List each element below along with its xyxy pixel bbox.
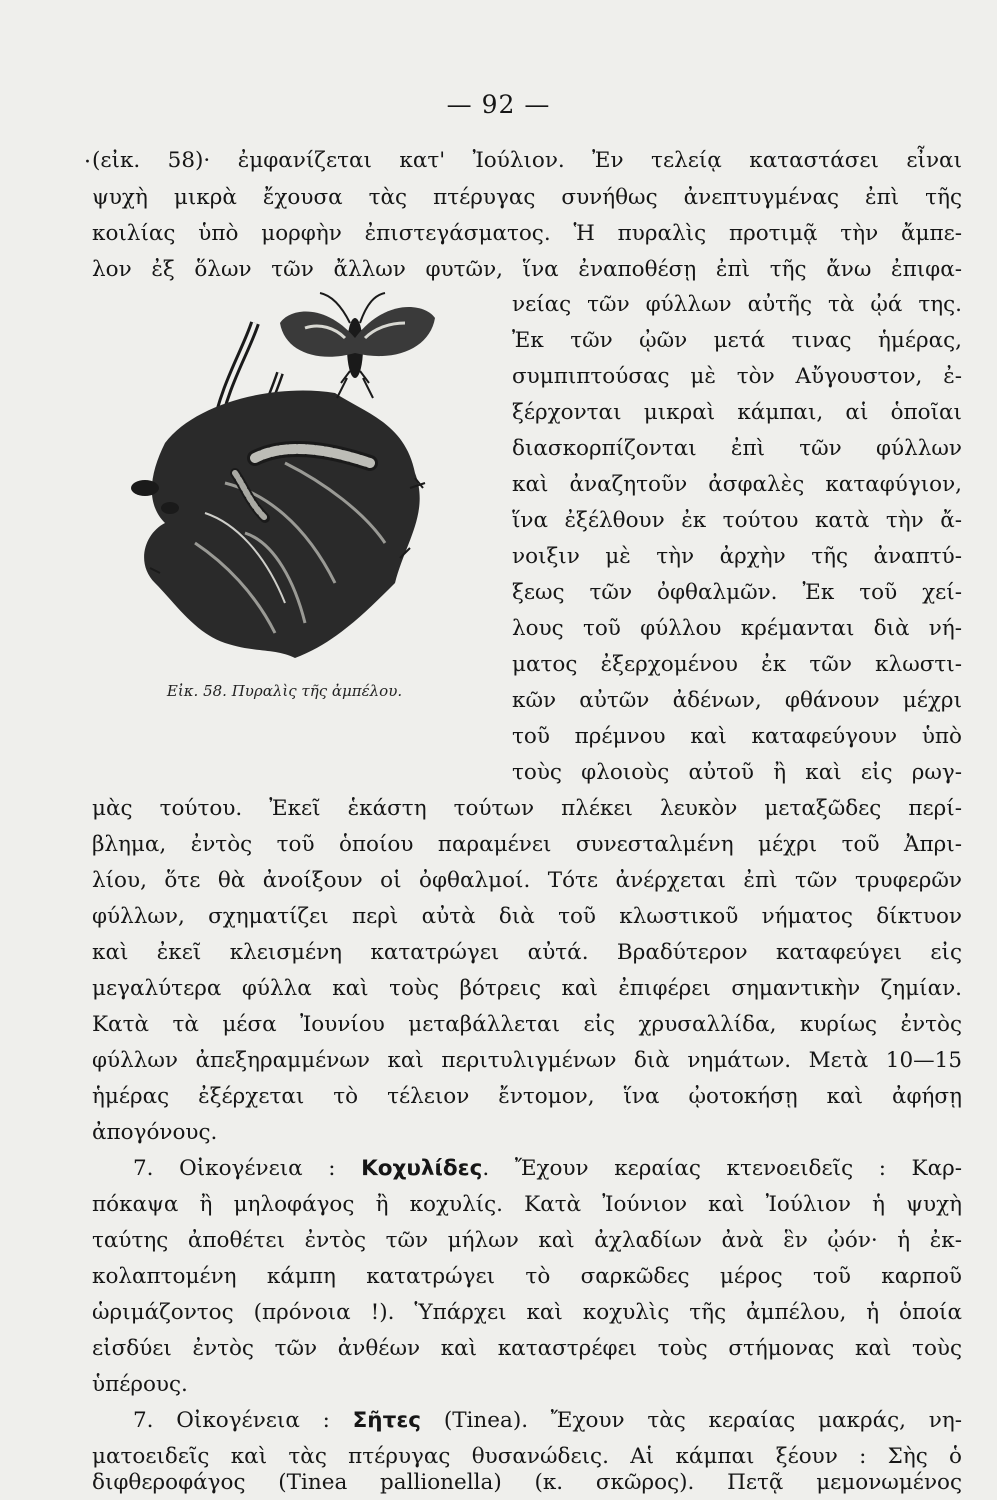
text-line: κολαπτομένη κάμπη κατατρώγει τὸ σαρκῶδες μέρος τοῦ καρποῦ: [92, 1264, 962, 1289]
text-line: διασκορπίζονται ἐπὶ τῶν φύλλων: [512, 436, 962, 461]
text-line: ψυχὴ μικρὰ ἔχουσα τὰς πτέρυγας συνήθως ἀνεπτυγμένας ἐπὶ τῆς: [92, 185, 962, 210]
text-line: ξεως τῶν ὀφθαλμῶν. Ἐκ τοῦ χεί-: [512, 580, 962, 605]
text-line: λίου, ὅτε θὰ ἀνοίξουν οἱ ὀφθαλμοί. Τότε ἀνέρχεται ἐπὶ τῶν τρυφερῶν: [92, 868, 962, 893]
section-heading-line: [133, 1407, 962, 1435]
text-line: ταύτης ἀποθέτει ἐντὸς τῶν μήλων καὶ ἀχλαδίων ἀνὰ ἓν ᾠόν· ἡ ἐκ-: [92, 1228, 962, 1253]
figure-caption: Εἰκ. 58. Πυραλὶς τῆς ἀμπέλου.: [166, 682, 403, 700]
text-line: φύλλων ἀπεξηραμμένων καὶ περιτυλιγμένων διὰ νημάτων. Μετὰ 10—15: [92, 1048, 962, 1073]
text-line: τοῦ πρέμνου καὶ καταφεύγουν ὑπὸ: [512, 724, 962, 749]
family-name: Κοχυλίδες: [361, 1156, 483, 1181]
text-line: βλημα, ἐντὸς τοῦ ὁποίου παραμένει συνεσταλμένη μέχρι τοῦ Ἀπρι-: [92, 832, 962, 857]
text-line: πόκαψα ἢ μηλοφάγος ἢ κοχυλίς. Κατὰ Ἰούνιον καὶ Ἰούλιον ἡ ψυχὴ: [92, 1192, 962, 1217]
family-line-rest: (Tinea). Ἔχουν τὰς κεραίας μακράς, νη-: [421, 1408, 962, 1433]
text-line: Κατὰ τὰ μέσα Ἰουνίου μεταβάλλεται εἰς χρυσαλλίδα, κυρίως ἐντὸς: [92, 1012, 962, 1037]
text-line: ματος ἐξερχομένου ἐκ τῶν κλωστι-: [512, 652, 962, 677]
text-line: ἀπογόνους.: [92, 1120, 218, 1145]
text-line: νοιξιν μὲ τὴν ἀρχὴν τῆς ἀναπτύ-: [512, 544, 962, 569]
text-line: (εἰκ. 58)· ἐμφανίζεται κατ' Ἰούλιον. Ἐν τελείᾳ καταστάσει εἶναι: [92, 148, 962, 173]
text-line: εἰσδύει ἐντὸς τῶν ἀνθέων καὶ καταστρέφει τοὺς στήμονας καὶ τοὺς: [92, 1336, 962, 1361]
page-number: — 92 —: [446, 90, 551, 119]
text-line: καὶ ἐκεῖ κλεισμένη κατατρώγει αὐτά. Βραδύτερον καταφεύγει εἰς: [92, 940, 962, 965]
margin-bracket-mark: ·: [84, 150, 91, 175]
text-line: τοὺς φλοιοὺς αὐτοῦ ἢ καὶ εἰς ρωγ-: [512, 760, 962, 785]
text-line: ἵνα ἐξέλθουν ἐκ τούτου κατὰ τὴν ἄ-: [512, 508, 962, 533]
text-line: καὶ ἀναζητοῦν ἀσφαλὲς καταφύγιον,: [512, 472, 962, 497]
family-lead: 7. Οἰκογένεια :: [133, 1156, 336, 1181]
text-line: συμπιπτούσας μὲ τὸν Αὔγουστον, ἐ-: [512, 364, 962, 389]
text-line: λον ἐξ ὅλων τῶν ἄλλων φυτῶν, ἵνα ἐναποθέσῃ ἐπὶ τῆς ἄνω ἐπιφα-: [92, 257, 962, 282]
text-line: κοιλίας ὑπὸ μορφὴν ἐπιστεγάσματος. Ἡ πυραλὶς προτιμᾷ τὴν ἄμπε-: [92, 221, 962, 246]
text-line: νείας τῶν φύλλων αὐτῆς τὰ ᾠά της.: [512, 292, 962, 317]
text-line: ὡριμάζοντος (πρόνοια !). Ὑπάρχει καὶ κοχυλὶς τῆς ἀμπέλου, ἡ ὁποία: [92, 1300, 962, 1325]
text-line: ὑπέρους.: [92, 1372, 188, 1397]
family-line-rest: . Ἔχουν κεραίας κτενοειδεῖς : Καρ-: [482, 1156, 963, 1181]
text-line: Ἐκ τῶν ᾠῶν μετά τινας ἡμέρας,: [512, 328, 962, 353]
text-line: ξέρχονται μικραὶ κάμπαι, αἱ ὁποῖαι: [512, 400, 962, 425]
family-name: Σῆτες: [352, 1408, 422, 1433]
text-line: ἡμέρας ἐξέρχεται τὸ τέλειον ἔντομον, ἵνα ᾠοτοκήσῃ καὶ ἀφήσῃ: [92, 1084, 962, 1109]
text-line: λους τοῦ φύλλου κρέμανται διὰ νή-: [512, 616, 962, 641]
text-line: κῶν αὐτῶν ἀδένων, φθάνουν μέχρι: [512, 688, 962, 713]
family-lead: 7. Οἰκογένεια :: [133, 1408, 330, 1433]
moth-illustration: [105, 283, 460, 673]
text-line: μὰς τούτου. Ἐκεῖ ἑκάστη τούτων πλέκει λευκὸν μεταξῶδες περί-: [92, 796, 962, 821]
text-line: διφθεροφάγος (Tinea pallionella) (κ. σκῶρος). Πετᾷ μεμονωμένος: [92, 1470, 962, 1495]
text-line: ματοειδεῖς καὶ τὰς πτέρυγας θυσανώδεις. Αἱ κάμπαι ξέουν : Σὴς ὁ: [92, 1444, 962, 1469]
section-heading-line: [133, 1155, 962, 1183]
text-line: μεγαλύτερα φύλλα καὶ τοὺς βότρεις καὶ ἐπιφέρει σημαντικὴν ζημίαν.: [92, 976, 962, 1001]
text-line: φύλλων, σχηματίζει περὶ αὐτὰ διὰ τοῦ κλωστικοῦ νήματος δίκτυον: [92, 904, 962, 929]
